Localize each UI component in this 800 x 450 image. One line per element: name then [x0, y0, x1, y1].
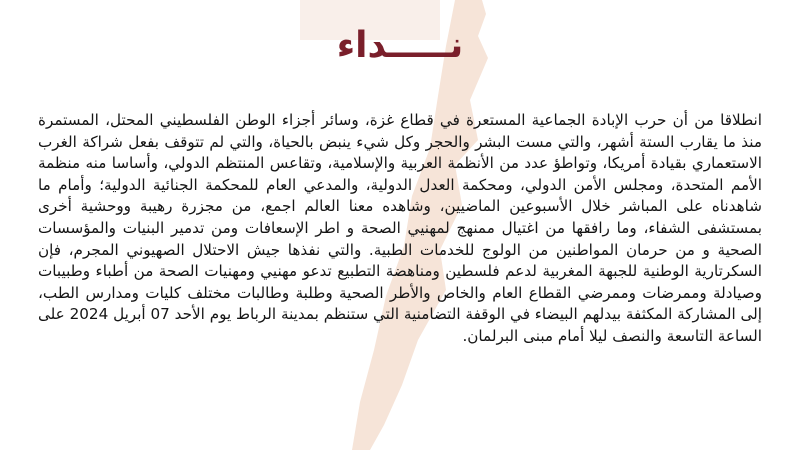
- page-title: نـــــداء: [336, 25, 464, 66]
- appeal-body-text: [38, 110, 762, 450]
- appeal-paragraph: انطلاقا من أن حرب الإبادة الجماعية المستعرة في قطاع غزة، وسائر أجزاء الوطن الفلسطيني المحتل، المستمرة منذ ما يقارب الستة أشهر، والتي مست البشر والحجر وكل شيء ينبض بالحياة، والتي لم تتوقف بفعل شراكة الغرب الاستعماري بقيادة أمريكا، وتواطؤ عدد من الأنظمة العربية والإسلامية، وتقاعس المنتظم الدولي، وأساسا منه منظمة الأمم المتحدة، ومجلس الأمن الدولي، ومحكمة العدل الدولية، والمدعي العام للمحكمة الجنائية الدولية؛ وأمام ما شاهدناه على المباشر خلال الأسبوعين الماضيين، وشاهده معنا العالم اجمع، من مجزرة رهيبة ووحشية أخرى بمستشفى الشفاء، وما رافقها من اغتيال ممنهج لمهنيي الصحة و اطر الإسعافات ومن تدمير البنيات والمؤسسات الصحية و من حرمان المواطنين من الولوج للخدمات الطبية. والتي نفذها جيش الاحتلال الصهيوني المجرم، فإن السكرتارية الوطنية للجبهة المغربية لدعم فلسطين ومناهضة التطبيع تدعو مهنيي ومهنيات الصحة من أطباء وطبيبات وصيادلة وممرضات وممرضي القطاع العام والخاص والأطر الصحية وطلبة وطالبات مختلف كليات ومدارس الطب، إلى المشاركة المكثفة بيدلهم البيضاء في الوقفة التضامنية التي ستنظم بمدينة الرباط يوم الأحد 07 أبريل 2024 على الساعة التاسعة والنصف ليلا أمام مبنى البرلمان.: [38, 111, 762, 345]
